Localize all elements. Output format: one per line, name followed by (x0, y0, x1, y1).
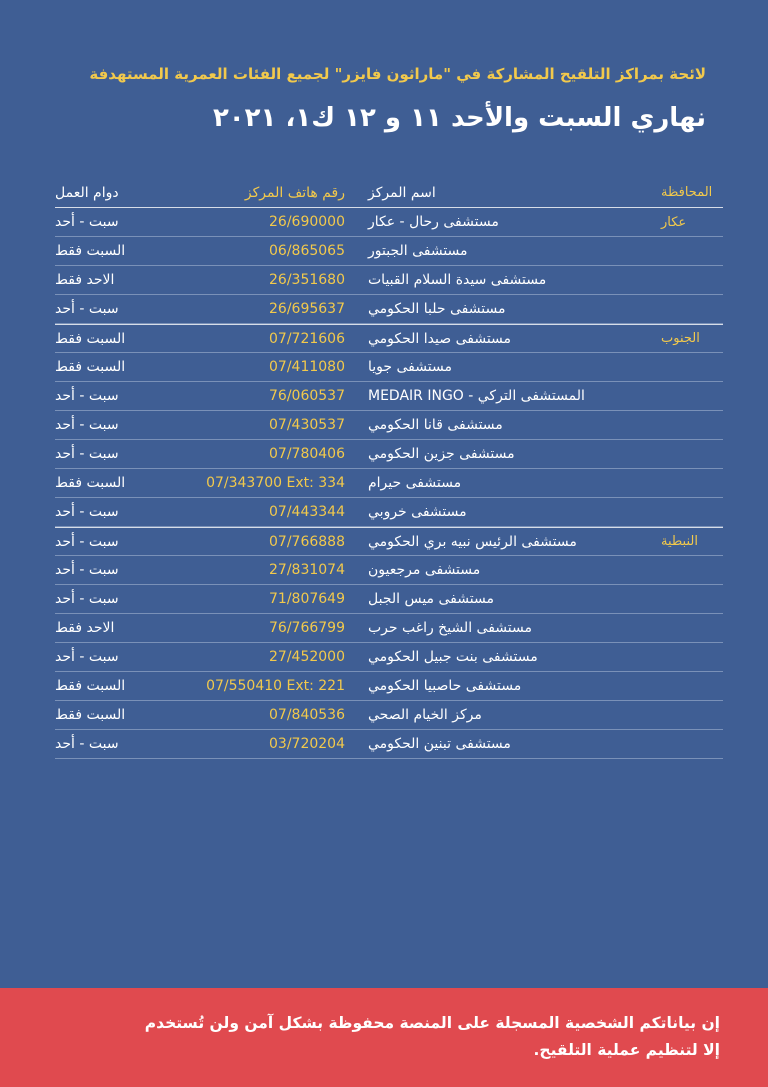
table-row (55, 643, 723, 672)
table-row (55, 585, 723, 614)
working-days-cell: السبت فقط (55, 243, 126, 259)
table-row (55, 237, 723, 266)
governorate-cell (661, 701, 723, 729)
center-name-cell: مستشفى قانا الحكومي (368, 417, 503, 433)
governorate-cell (661, 295, 723, 323)
center-name-cell: مستشفى جويا (368, 359, 452, 375)
working-days-cell: سبت - أحد (55, 417, 119, 433)
working-days-cell: سبت - أحد (55, 562, 119, 578)
working-days-cell: سبت - أحد (55, 446, 119, 462)
working-days-cell: الاحد فقط (55, 620, 115, 636)
phone-cell: 07/343700 Ext: 334 (206, 475, 345, 491)
header-working-days: دوام العمل (55, 184, 119, 201)
center-name-cell: المستشفى التركي - MEDAIR INGO (368, 388, 585, 404)
governorate-cell (661, 672, 723, 700)
table-row (55, 353, 723, 382)
governorate-cell (661, 382, 723, 410)
center-name-cell: مستشفى صيدا الحكومي (368, 330, 512, 347)
page-title: نهاري السبت والأحد ١١ و ١٢ ك١، ٢٠٢١ (212, 103, 706, 133)
header-phone: رقم هاتف المركز (244, 184, 345, 201)
privacy-notice-line2: إلا لتنظيم عملية التلقيح. (533, 1041, 720, 1059)
phone-cell: 07/766888 (269, 533, 345, 550)
header-center-name: اسم المركز (368, 184, 436, 201)
phone-cell: 07/721606 (269, 330, 345, 347)
table-body (55, 208, 723, 759)
table-row (55, 730, 723, 759)
governorate-cell (661, 266, 723, 294)
phone-cell: 07/430537 (269, 417, 345, 433)
governorate-cell (661, 469, 723, 497)
center-name-cell: مستشفى رحال - عكار (368, 214, 499, 230)
table-row (55, 208, 723, 237)
table-row (55, 527, 723, 556)
phone-cell: 71/807649 (269, 591, 345, 607)
working-days-cell: سبت - أحد (55, 214, 119, 230)
table-row (55, 324, 723, 353)
center-name-cell: مستشفى حيرام (368, 475, 462, 491)
phone-cell: 26/351680 (269, 272, 345, 288)
table-row (55, 266, 723, 295)
phone-cell: 76/766799 (269, 620, 345, 636)
governorate-cell (661, 614, 723, 642)
governorate-cell (661, 498, 723, 526)
governorate-cell (661, 585, 723, 613)
governorate-cell (661, 730, 723, 758)
working-days-cell: سبت - أحد (55, 591, 119, 607)
table-row (55, 498, 723, 527)
governorate-cell (661, 411, 723, 439)
header-governorate: المحافظة (661, 185, 713, 200)
working-days-cell: سبت - أحد (55, 388, 119, 404)
working-days-cell: سبت - أحد (55, 649, 119, 665)
center-name-cell: مستشفى حاصبيا الحكومي (368, 678, 522, 694)
center-name-cell: مستشفى خروبي (368, 504, 467, 520)
center-name-cell: مركز الخيام الصحي (368, 707, 482, 723)
table-row (55, 411, 723, 440)
phone-cell: 27/831074 (269, 562, 345, 578)
center-name-cell: مستشفى تبنين الحكومي (368, 736, 511, 752)
table-row (55, 382, 723, 411)
center-name-cell: مستشفى مرجعيون (368, 562, 481, 578)
table-row (55, 440, 723, 469)
phone-cell: 26/695637 (269, 301, 345, 317)
governorate-cell (661, 643, 723, 671)
center-name-cell: مستشفى الشيخ راغب حرب (368, 620, 532, 636)
center-name-cell: مستشفى ميس الجبل (368, 591, 494, 607)
governorate-cell: عكار (661, 214, 687, 230)
center-name-cell: مستشفى بنت جبيل الحكومي (368, 649, 538, 665)
working-days-cell: السبت فقط (55, 475, 126, 491)
working-days-cell: السبت فقط (55, 359, 126, 375)
phone-cell: 26/690000 (269, 214, 345, 230)
table-row (55, 295, 723, 324)
phone-cell: 07/780406 (269, 446, 345, 462)
governorate-cell (661, 440, 723, 468)
phone-cell: 07/840536 (269, 707, 345, 723)
governorate-cell: النبطية (661, 534, 698, 549)
working-days-cell: سبت - أحد (55, 533, 119, 550)
table-row (55, 701, 723, 730)
working-days-cell: السبت فقط (55, 330, 126, 347)
privacy-notice-line1: إن بياناتكم الشخصية المسجلة على المنصة محفوظة بشكل آمن ولن تُستخدم (144, 1014, 720, 1032)
phone-cell: 76/060537 (269, 388, 345, 404)
center-name-cell: مستشفى الرئيس نبيه بري الحكومي (368, 533, 577, 550)
privacy-banner (0, 988, 768, 1087)
page-subtitle: لائحة بمراكز التلقيح المشاركة في "ماراثون فايزر" لجميع الفئات العمرية المستهدفة (89, 65, 706, 83)
table-row (55, 469, 723, 498)
working-days-cell: السبت فقط (55, 678, 126, 694)
phone-cell: 06/865065 (269, 243, 345, 259)
working-days-cell: سبت - أحد (55, 301, 119, 317)
privacy-notice (30, 1010, 720, 1064)
governorate-cell (661, 353, 723, 381)
table-row (55, 672, 723, 701)
working-days-cell: سبت - أحد (55, 736, 119, 752)
governorate-cell (661, 556, 723, 584)
phone-cell: 03/720204 (269, 736, 345, 752)
governorate-cell (661, 237, 723, 265)
governorate-cell: الجنوب (661, 331, 700, 346)
phone-cell: 27/452000 (269, 649, 345, 665)
table-row (55, 556, 723, 585)
center-name-cell: مستشفى الجبتور (368, 243, 468, 259)
table-row (55, 614, 723, 643)
working-days-cell: سبت - أحد (55, 504, 119, 520)
center-name-cell: مستشفى سيدة السلام القبيات (368, 272, 547, 288)
vaccination-centers-table (55, 178, 723, 759)
working-days-cell: السبت فقط (55, 707, 126, 723)
table-header-row (55, 178, 723, 208)
center-name-cell: مستشفى جزين الحكومي (368, 446, 515, 462)
phone-cell: 07/550410 Ext: 221 (206, 678, 345, 694)
phone-cell: 07/443344 (269, 504, 345, 520)
working-days-cell: الاحد فقط (55, 272, 115, 288)
phone-cell: 07/411080 (269, 359, 345, 375)
center-name-cell: مستشفى حلبا الحكومي (368, 301, 506, 317)
